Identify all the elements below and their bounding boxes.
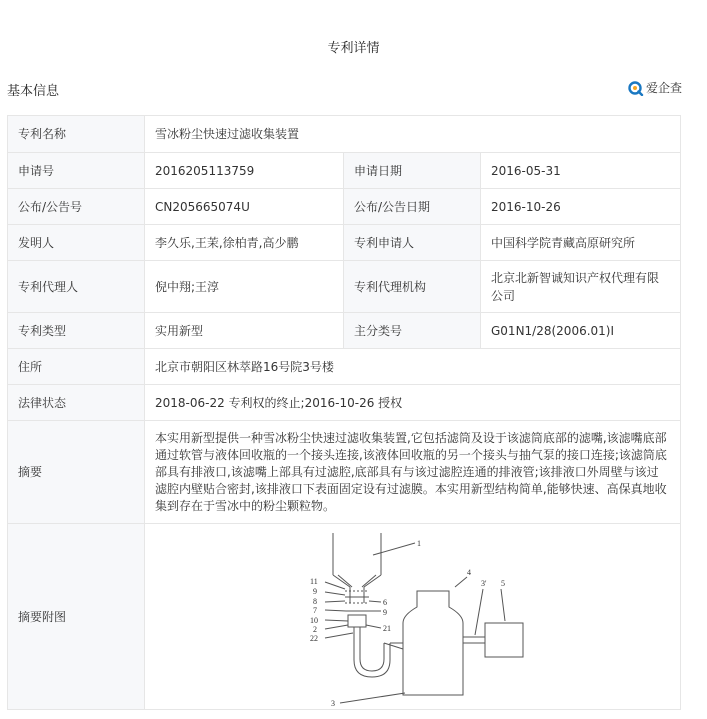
label-inventor: 发明人 bbox=[8, 225, 145, 261]
brand-name: 爱企查 bbox=[646, 81, 683, 95]
row-agent bbox=[8, 261, 681, 313]
abstract-figure[interactable] bbox=[145, 524, 681, 710]
row-address bbox=[8, 349, 681, 385]
value-name: 雪冰粉尘快速过滤收集装置 bbox=[145, 116, 681, 153]
value-address: 北京市朝阳区林萃路16号院3号楼 bbox=[145, 349, 681, 385]
label-abstract: 摘要 bbox=[8, 421, 145, 524]
value-agency: 北京北新智诚知识产权代理有限公司 bbox=[481, 261, 681, 313]
figure-label: 7 bbox=[313, 605, 317, 615]
value-inventor: 李久乐,王茉,徐柏青,高少鹏 bbox=[145, 225, 344, 261]
figure-label: 8 bbox=[313, 596, 317, 606]
label-app-date: 申请日期 bbox=[344, 153, 481, 189]
label-agency: 专利代理机构 bbox=[344, 261, 481, 313]
label-address: 住所 bbox=[8, 349, 145, 385]
figure-label: 6 bbox=[383, 597, 387, 607]
figure-label: 11 bbox=[310, 576, 318, 586]
figure-label: 22 bbox=[310, 633, 318, 643]
label-applicant: 专利申请人 bbox=[344, 225, 481, 261]
label-agent: 专利代理人 bbox=[8, 261, 145, 313]
value-pub-no: CN205665074U bbox=[145, 189, 344, 225]
link-applicant[interactable]: 中国科学院青藏高原研究所 bbox=[481, 225, 681, 261]
value-abstract: 本实用新型提供一种雪冰粉尘快速过滤收集装置,它包括滤筒及设于该滤筒底部的滤嘴,该滤嘴底部通过软管与液体回收瓶的一个接头连接,该液体回收瓶的另一个接头与抽气泵的接口连接;该滤筒底部具有排液口,该滤嘴上部具有过滤腔,底部具有与该过滤腔连通的排液管;该排液口外周壁与该过滤腔内壁贴合密封,该排液口下表面固定设有过滤膜。本实用新型结构简单,能够快速、高保真地收集到存在于雪冰中的粉尘颗粒物。 bbox=[145, 421, 681, 524]
section-title: 基本信息 bbox=[7, 84, 60, 99]
value-legal: 2018-06-22 专利权的终止;2016-10-26 授权 bbox=[145, 385, 681, 421]
row-figure bbox=[8, 524, 681, 710]
label-ipc: 主分类号 bbox=[344, 313, 481, 349]
value-ipc: G01N1/28(2006.01)I bbox=[481, 313, 681, 349]
row-type bbox=[8, 313, 681, 349]
label-legal: 法律状态 bbox=[8, 385, 145, 421]
value-app-no: 2016205113759 bbox=[145, 153, 344, 189]
row-name bbox=[8, 116, 681, 153]
figure-label: 21 bbox=[383, 623, 391, 633]
figure-label: 9 bbox=[383, 607, 387, 617]
value-type: 实用新型 bbox=[145, 313, 344, 349]
value-app-date: 2016-05-31 bbox=[481, 153, 681, 189]
label-pub-date: 公布/公告日期 bbox=[344, 189, 481, 225]
figure-label: 5 bbox=[501, 578, 505, 588]
label-type: 专利类型 bbox=[8, 313, 145, 349]
figure-label: 4 bbox=[467, 567, 471, 577]
row-publication bbox=[8, 189, 681, 225]
value-agent: 倪中翔;王淳 bbox=[145, 261, 344, 313]
row-inventor bbox=[8, 225, 681, 261]
figure-label: 3 bbox=[331, 698, 335, 708]
label-app-no: 申请号 bbox=[8, 153, 145, 189]
page-title: 专利详情 bbox=[327, 41, 380, 56]
figure-label: 10 bbox=[310, 615, 318, 625]
figure-label: 1 bbox=[417, 538, 421, 548]
brand-logo[interactable] bbox=[628, 79, 682, 96]
label-name: 专利名称 bbox=[8, 116, 145, 153]
row-legal bbox=[8, 385, 681, 421]
label-figure: 摘要附图 bbox=[8, 524, 145, 710]
label-pub-no: 公布/公告号 bbox=[8, 189, 145, 225]
row-application bbox=[8, 153, 681, 189]
figure-label: 9 bbox=[313, 586, 317, 596]
patent-drawing bbox=[145, 525, 681, 709]
figure-label: 2 bbox=[313, 624, 317, 634]
aiqicha-logo-icon bbox=[628, 80, 644, 96]
row-abstract bbox=[8, 421, 681, 524]
figure-label: 3' bbox=[481, 578, 487, 588]
patent-info-table bbox=[7, 115, 681, 710]
value-pub-date: 2016-10-26 bbox=[481, 189, 681, 225]
